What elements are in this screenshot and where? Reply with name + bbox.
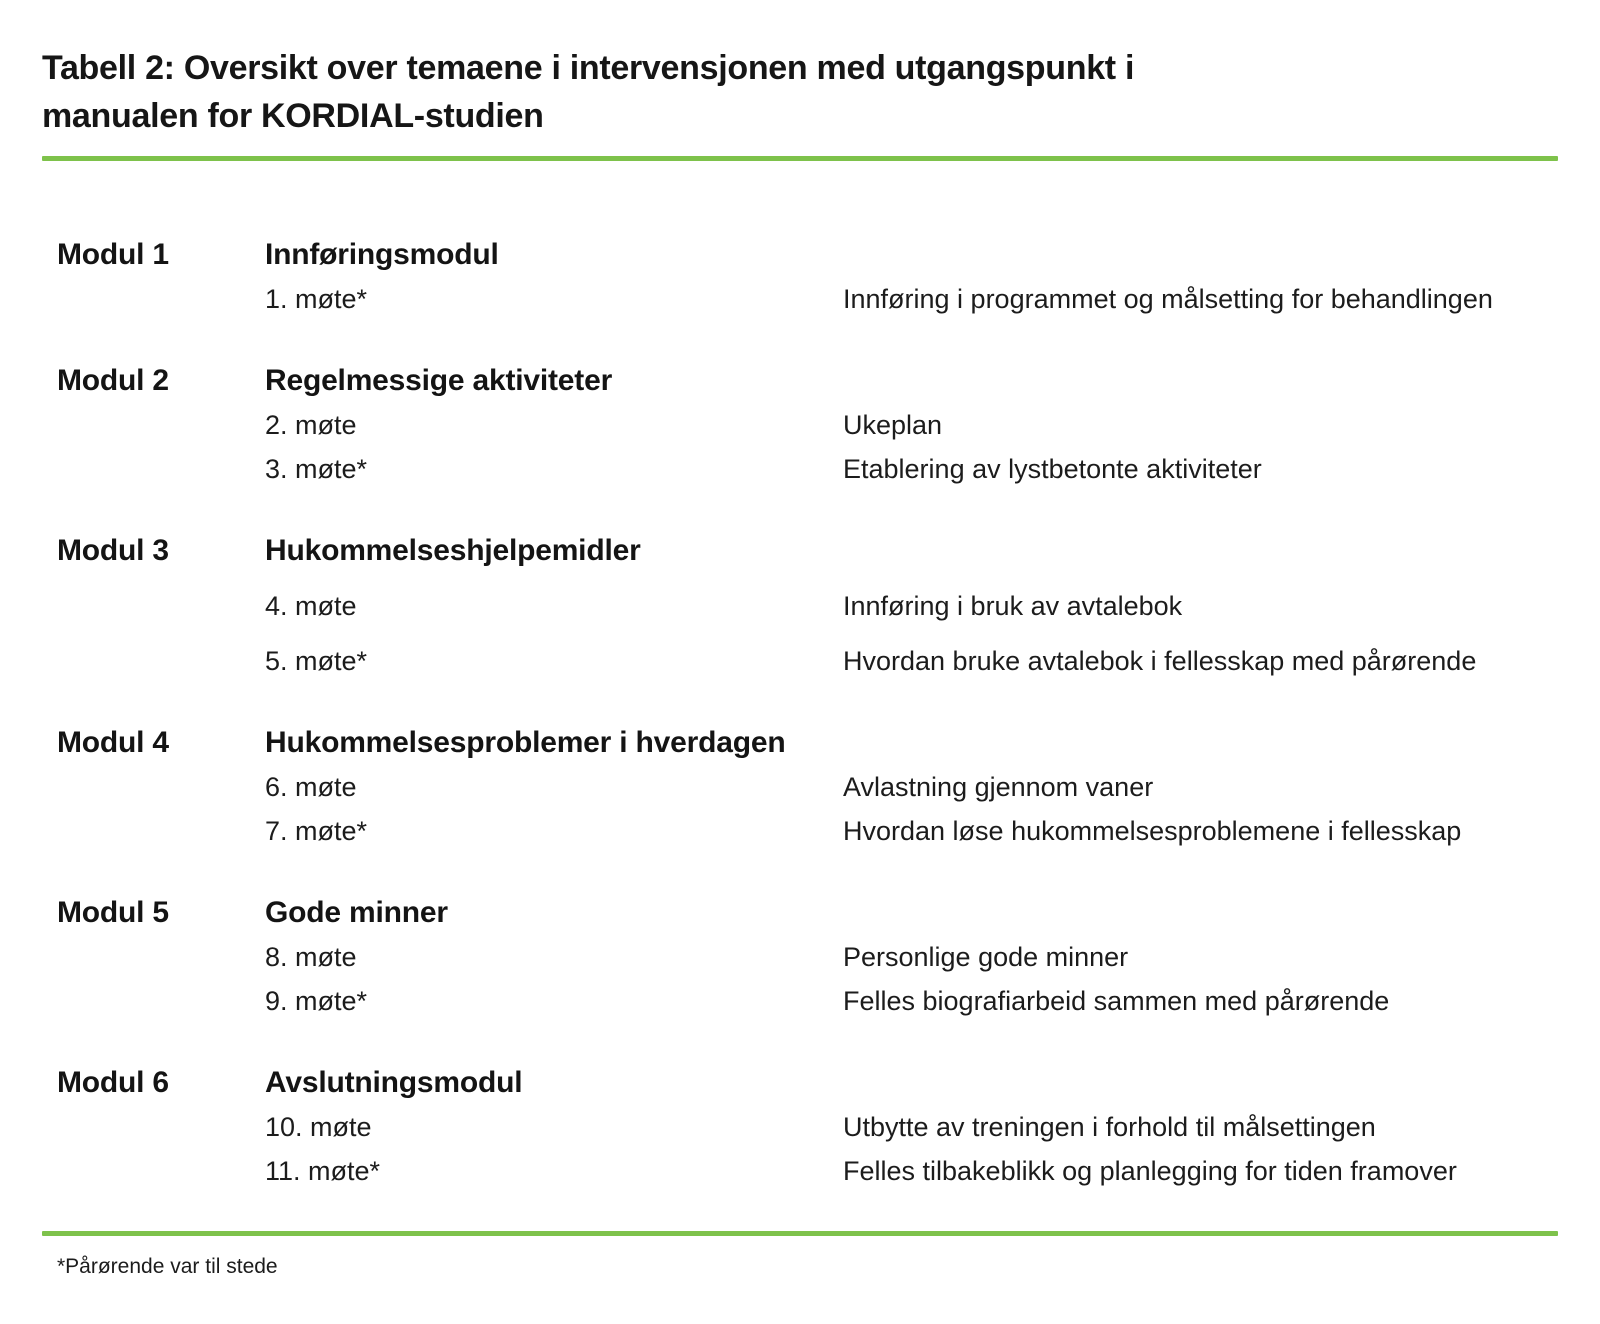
session-topic: Ukeplan (843, 410, 943, 440)
module-id: Modul 2 (57, 364, 169, 397)
table-figure (0, 44, 1600, 1282)
session-row (265, 1105, 1558, 1149)
session-row (265, 628, 1558, 683)
module-name: Avslutningsmodul (265, 1066, 523, 1099)
module-name: Hukommelsesproblemer i hverdagen (265, 726, 786, 759)
session-topic: Hvordan løse hukommelsesproblemene i fellesskap (843, 816, 1462, 846)
session-topic: Etablering av lystbetonte aktiviteter (843, 454, 1262, 484)
module-id: Modul 3 (57, 534, 169, 567)
module-name: Innføringsmodul (265, 238, 499, 271)
session-topic: Hvordan bruke avtalebok i fellesskap med pårørende (843, 646, 1477, 676)
session-row (265, 979, 1558, 1023)
table-caption-label: Tabell 2: (42, 49, 175, 87)
module-3 (57, 529, 1558, 683)
session-row (265, 447, 1558, 491)
session-topic: Utbytte av treningen i forhold til målsettingen (843, 1112, 1376, 1142)
table-caption (42, 44, 1192, 140)
module-header (57, 721, 1558, 765)
session-label: 1. møte* (265, 284, 368, 314)
session-row (265, 277, 1558, 321)
module-name: Hukommelseshjelpemidler (265, 534, 641, 567)
module-id: Modul 6 (57, 1066, 169, 1099)
module-4 (57, 721, 1558, 853)
session-label: 5. møte* (265, 646, 368, 676)
module-header (57, 1061, 1558, 1105)
module-id: Modul 1 (57, 238, 169, 271)
module-header (57, 359, 1558, 403)
session-topic: Felles biografiarbeid sammen med pårørende (843, 986, 1390, 1016)
session-label: 2. møte (265, 410, 357, 440)
session-label: 9. møte* (265, 986, 368, 1016)
module-5 (57, 891, 1558, 1023)
session-topic: Innføring i programmet og målsetting for behandlingen (843, 284, 1493, 314)
module-1 (57, 233, 1558, 321)
session-label: 8. møte (265, 942, 357, 972)
bottom-divider (42, 1231, 1558, 1236)
session-label: 7. møte* (265, 816, 368, 846)
session-row (265, 809, 1558, 853)
session-row (265, 935, 1558, 979)
session-topic: Felles tilbakeblikk og planlegging for tiden framover (843, 1156, 1457, 1186)
top-divider (42, 156, 1558, 161)
session-row (265, 573, 1558, 628)
table-footnote: *Pårørende var til stede (57, 1255, 278, 1278)
session-label: 6. møte (265, 772, 357, 802)
session-label: 4. møte (265, 591, 357, 621)
session-row (265, 765, 1558, 809)
module-id: Modul 5 (57, 896, 169, 929)
session-topic: Personlige gode minner (843, 942, 1129, 972)
module-name: Regelmessige aktiviteter (265, 364, 613, 397)
session-row (265, 403, 1558, 447)
session-label: 11. møte* (265, 1156, 381, 1186)
session-label: 3. møte* (265, 454, 368, 484)
table-caption-text: Oversikt over temaene i intervensjonen med utgangspunkt i manualen for KORDIAL-studien (42, 49, 1135, 135)
module-header (57, 891, 1558, 935)
session-label: 10. møte (265, 1112, 372, 1142)
module-name: Gode minner (265, 896, 448, 929)
module-header (57, 529, 1558, 573)
session-topic: Avlastning gjennom vaner (843, 772, 1154, 802)
module-header (57, 233, 1558, 277)
modules-table (57, 233, 1558, 1193)
session-row (265, 1149, 1558, 1193)
module-2 (57, 359, 1558, 491)
module-6 (57, 1061, 1558, 1193)
module-id: Modul 4 (57, 726, 169, 759)
session-topic: Innføring i bruk av avtalebok (843, 591, 1183, 621)
